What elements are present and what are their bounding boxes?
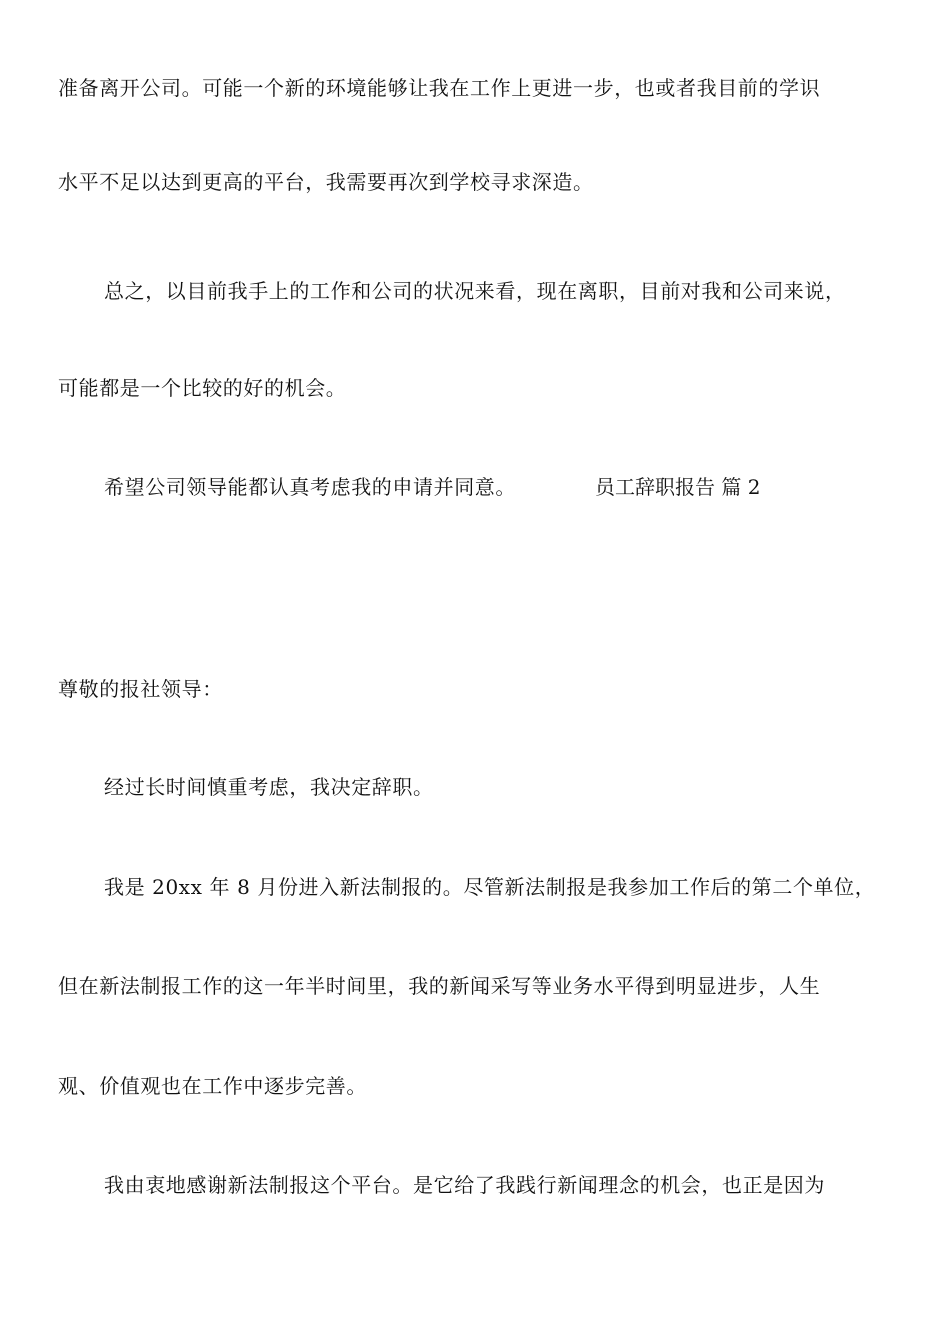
text-line: 观、价值观也在工作中逐步完善。	[58, 1074, 367, 1098]
text-line: 我由衷地感谢新法制报这个平台。是它给了我践行新闻理念的机会，也正是因为	[104, 1173, 825, 1197]
text-line: 准备离开公司。可能一个新的环境能够让我在工作上更进一步，也或者我目前的学识	[58, 76, 821, 100]
text-line: 希望公司领导能都认真考虑我的申请并同意。	[104, 475, 516, 499]
salutation: 尊敬的报社领导：	[58, 677, 223, 701]
section-title: 员工辞职报告 篇 2	[595, 475, 761, 499]
text-line: 可能都是一个比较的好的机会。	[58, 376, 347, 400]
text-line: 总之，以目前我手上的工作和公司的状况来看，现在离职，目前对我和公司来说，	[104, 279, 846, 303]
text-line: 水平不足以达到更高的平台，我需要再次到学校寻求深造。	[58, 170, 594, 194]
text-line: 但在新法制报工作的这一年半时间里，我的新闻采写等业务水平得到明显进步，人生	[58, 974, 821, 998]
text-line: 我是 20xx 年 8 月份进入新法制报的。尽管新法制报是我参加工作后的第二个单位，	[104, 875, 876, 899]
text-line: 经过长时间慎重考虑，我决定辞职。	[104, 775, 434, 799]
